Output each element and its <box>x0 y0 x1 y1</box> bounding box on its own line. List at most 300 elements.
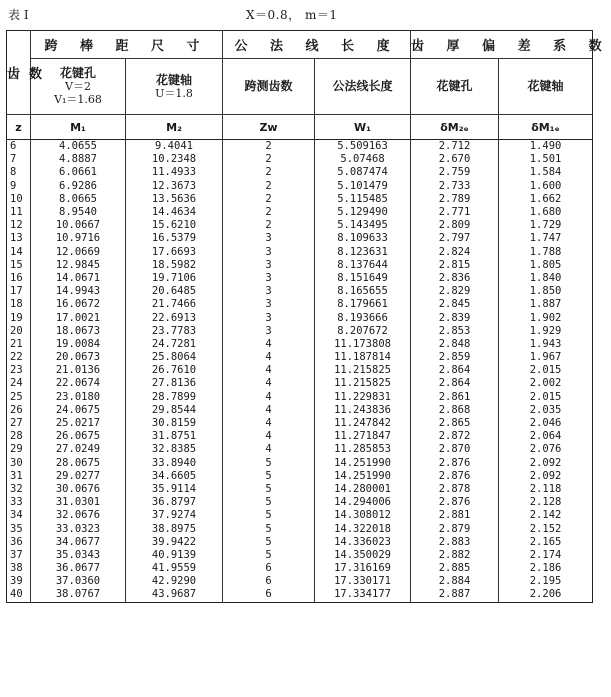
cell-normal-length: 11.229831 <box>315 391 411 404</box>
cell-dev-hub: 2.870 <box>411 443 499 456</box>
cell-hub-span: 4.8887 <box>31 153 126 166</box>
cell-normal-length: 11.215825 <box>315 364 411 377</box>
cell-span-teeth: 3 <box>223 246 315 259</box>
cell-normal-length: 11.215825 <box>315 377 411 390</box>
cell-teeth: 26 <box>7 404 31 417</box>
cell-span-teeth: 5 <box>223 496 315 509</box>
cell-dev-hub: 2.771 <box>411 206 499 219</box>
cell-dev-shaft: 1.490 <box>499 140 593 154</box>
cell-teeth: 34 <box>7 509 31 522</box>
cell-dev-shaft: 2.174 <box>499 549 593 562</box>
cell-dev-shaft: 1.747 <box>499 232 593 245</box>
table-row <box>7 391 593 404</box>
table-row <box>7 483 593 496</box>
cell-span-teeth: 6 <box>223 575 315 588</box>
table-row <box>7 443 593 456</box>
table-row <box>7 509 593 522</box>
header-span-teeth: 跨测齿数 <box>223 59 315 115</box>
cell-teeth: 38 <box>7 562 31 575</box>
cell-dev-hub: 2.882 <box>411 549 499 562</box>
cell-span-teeth: 3 <box>223 259 315 272</box>
cell-hub-span: 4.0655 <box>31 140 126 154</box>
header-group-span: 跨 棒 距 尺 寸 <box>31 31 223 59</box>
cell-dev-hub: 2.759 <box>411 166 499 179</box>
header-dev-hub: 花键孔 <box>411 59 499 115</box>
table-row <box>7 259 593 272</box>
table-row <box>7 457 593 470</box>
cell-normal-length: 8.123631 <box>315 246 411 259</box>
cell-normal-length: 11.271847 <box>315 430 411 443</box>
cell-span-teeth: 5 <box>223 549 315 562</box>
header-shaft <box>126 59 223 115</box>
cell-hub-span: 36.0677 <box>31 562 126 575</box>
cell-span-teeth: 3 <box>223 272 315 285</box>
cell-dev-shaft: 2.206 <box>499 588 593 602</box>
cell-normal-length: 5.101479 <box>315 180 411 193</box>
cell-dev-hub: 2.876 <box>411 470 499 483</box>
cell-dev-hub: 2.883 <box>411 536 499 549</box>
cell-hub-span: 25.0217 <box>31 417 126 430</box>
cell-normal-length: 5.07468 <box>315 153 411 166</box>
cell-hub-span: 16.0672 <box>31 298 126 311</box>
table-row <box>7 272 593 285</box>
cell-teeth: 25 <box>7 391 31 404</box>
cell-teeth: 30 <box>7 457 31 470</box>
header-z: 齿数 <box>7 31 31 115</box>
cell-hub-span: 30.0676 <box>31 483 126 496</box>
cell-shaft-span: 26.7610 <box>126 364 223 377</box>
cell-normal-length: 8.165655 <box>315 285 411 298</box>
cell-normal-length: 8.109633 <box>315 232 411 245</box>
cell-shaft-span: 17.6693 <box>126 246 223 259</box>
cell-dev-shaft: 2.092 <box>499 457 593 470</box>
cell-span-teeth: 2 <box>223 180 315 193</box>
cell-normal-length: 17.330171 <box>315 575 411 588</box>
cell-teeth: 21 <box>7 338 31 351</box>
cell-normal-length: 17.334177 <box>315 588 411 602</box>
cell-shaft-span: 34.6605 <box>126 470 223 483</box>
cell-shaft-span: 41.9559 <box>126 562 223 575</box>
cell-teeth: 29 <box>7 443 31 456</box>
cell-teeth: 18 <box>7 298 31 311</box>
cell-teeth: 19 <box>7 311 31 324</box>
cell-shaft-span: 30.8159 <box>126 417 223 430</box>
cell-dev-hub: 2.848 <box>411 338 499 351</box>
table-label: 表 I <box>8 8 29 22</box>
table-row <box>7 496 593 509</box>
cell-dev-hub: 2.797 <box>411 232 499 245</box>
table-row <box>7 588 593 602</box>
symbol-zw: Zw <box>223 115 315 140</box>
cell-teeth: 33 <box>7 496 31 509</box>
cell-normal-length: 11.243836 <box>315 404 411 417</box>
cell-dev-shaft: 1.662 <box>499 193 593 206</box>
cell-hub-span: 14.0671 <box>31 272 126 285</box>
table-body <box>7 140 593 603</box>
cell-shaft-span: 43.9687 <box>126 588 223 602</box>
cell-teeth: 24 <box>7 377 31 390</box>
cell-teeth: 13 <box>7 232 31 245</box>
table-row <box>7 180 593 193</box>
cell-dev-hub: 2.865 <box>411 417 499 430</box>
cell-dev-shaft: 1.729 <box>499 219 593 232</box>
table-row <box>7 219 593 232</box>
cell-dev-shaft: 1.584 <box>499 166 593 179</box>
cell-shaft-span: 19.7106 <box>126 272 223 285</box>
cell-normal-length: 14.350029 <box>315 549 411 562</box>
cell-hub-span: 28.0675 <box>31 457 126 470</box>
cell-shaft-span: 40.9139 <box>126 549 223 562</box>
cell-normal-length: 11.247842 <box>315 417 411 430</box>
cell-hub-span: 18.0673 <box>31 325 126 338</box>
cell-shaft-span: 23.7783 <box>126 325 223 338</box>
table-row <box>7 430 593 443</box>
cell-shaft-span: 11.4933 <box>126 166 223 179</box>
cell-dev-hub: 2.878 <box>411 483 499 496</box>
cell-shaft-span: 24.7281 <box>126 338 223 351</box>
cell-hub-span: 38.0767 <box>31 588 126 602</box>
cell-dev-shaft: 1.943 <box>499 338 593 351</box>
cell-span-teeth: 6 <box>223 588 315 602</box>
header-shaft-u: U＝1.8 <box>155 86 193 100</box>
cell-dev-hub: 2.839 <box>411 311 499 324</box>
cell-teeth: 28 <box>7 430 31 443</box>
cell-dev-shaft: 2.076 <box>499 443 593 456</box>
table-row <box>7 298 593 311</box>
cell-dev-hub: 2.859 <box>411 351 499 364</box>
cell-dev-shaft: 1.788 <box>499 246 593 259</box>
cell-hub-span: 17.0021 <box>31 311 126 324</box>
cell-teeth: 37 <box>7 549 31 562</box>
cell-span-teeth: 5 <box>223 457 315 470</box>
cell-dev-hub: 2.815 <box>411 259 499 272</box>
symbol-m1: M₁ <box>31 115 126 140</box>
cell-hub-span: 6.9286 <box>31 180 126 193</box>
cell-normal-length: 8.193666 <box>315 311 411 324</box>
cell-normal-length: 14.322018 <box>315 522 411 535</box>
cell-teeth: 27 <box>7 417 31 430</box>
cell-teeth: 36 <box>7 536 31 549</box>
cell-shaft-span: 35.9114 <box>126 483 223 496</box>
cell-hub-span: 32.0676 <box>31 509 126 522</box>
cell-normal-length: 11.285853 <box>315 443 411 456</box>
cell-hub-span: 31.0301 <box>31 496 126 509</box>
cell-span-teeth: 5 <box>223 536 315 549</box>
table-params: X＝0.8， m＝1 <box>246 8 338 22</box>
table-row <box>7 575 593 588</box>
cell-span-teeth: 4 <box>223 430 315 443</box>
table-row <box>7 232 593 245</box>
cell-shaft-span: 28.7899 <box>126 391 223 404</box>
cell-dev-shaft: 2.165 <box>499 536 593 549</box>
table-row <box>7 166 593 179</box>
cell-dev-shaft: 1.501 <box>499 153 593 166</box>
cell-span-teeth: 3 <box>223 298 315 311</box>
table-row <box>7 338 593 351</box>
cell-teeth: 8 <box>7 166 31 179</box>
cell-span-teeth: 3 <box>223 325 315 338</box>
cell-hub-span: 6.0661 <box>31 166 126 179</box>
cell-normal-length: 5.509163 <box>315 140 411 154</box>
cell-dev-hub: 2.879 <box>411 522 499 535</box>
cell-hub-span: 24.0675 <box>31 404 126 417</box>
cell-hub-span: 33.0323 <box>31 522 126 535</box>
cell-dev-shaft: 2.064 <box>499 430 593 443</box>
cell-normal-length: 14.294006 <box>315 496 411 509</box>
cell-hub-span: 35.0343 <box>31 549 126 562</box>
cell-normal-length: 8.207672 <box>315 325 411 338</box>
header-group-normal: 公 法 线 长 度 <box>223 31 411 59</box>
cell-dev-shaft: 1.929 <box>499 325 593 338</box>
cell-hub-span: 12.9845 <box>31 259 126 272</box>
table-row <box>7 325 593 338</box>
cell-span-teeth: 6 <box>223 562 315 575</box>
cell-teeth: 20 <box>7 325 31 338</box>
cell-span-teeth: 4 <box>223 443 315 456</box>
cell-dev-hub: 2.670 <box>411 153 499 166</box>
header-row-columns <box>7 59 593 115</box>
cell-hub-span: 19.0084 <box>31 338 126 351</box>
cell-dev-shaft: 2.186 <box>499 562 593 575</box>
cell-dev-hub: 2.861 <box>411 391 499 404</box>
cell-dev-shaft: 1.680 <box>499 206 593 219</box>
cell-dev-shaft: 2.118 <box>499 483 593 496</box>
header-row-groups <box>7 31 593 59</box>
cell-teeth: 31 <box>7 470 31 483</box>
cell-span-teeth: 4 <box>223 351 315 364</box>
cell-dev-hub: 2.885 <box>411 562 499 575</box>
cell-normal-length: 14.251990 <box>315 457 411 470</box>
cell-span-teeth: 4 <box>223 377 315 390</box>
header-row-symbols <box>7 115 593 140</box>
cell-hub-span: 34.0677 <box>31 536 126 549</box>
table-row <box>7 246 593 259</box>
header-hub-v1: V₁＝1.68 <box>54 93 102 106</box>
cell-normal-length: 5.115485 <box>315 193 411 206</box>
cell-shaft-span: 18.5982 <box>126 259 223 272</box>
cell-dev-hub: 2.845 <box>411 298 499 311</box>
cell-dev-hub: 2.829 <box>411 285 499 298</box>
cell-normal-length: 11.173808 <box>315 338 411 351</box>
cell-dev-hub: 2.853 <box>411 325 499 338</box>
table-row <box>7 311 593 324</box>
cell-dev-shaft: 2.046 <box>499 417 593 430</box>
cell-span-teeth: 2 <box>223 166 315 179</box>
cell-dev-shaft: 1.887 <box>499 298 593 311</box>
cell-dev-hub: 2.876 <box>411 496 499 509</box>
cell-span-teeth: 4 <box>223 338 315 351</box>
cell-span-teeth: 3 <box>223 285 315 298</box>
cell-dev-shaft: 2.152 <box>499 522 593 535</box>
cell-dev-shaft: 1.850 <box>499 285 593 298</box>
cell-hub-span: 10.0667 <box>31 219 126 232</box>
spline-measurement-table <box>6 30 611 603</box>
cell-hub-span: 14.9943 <box>31 285 126 298</box>
cell-shaft-span: 21.7466 <box>126 298 223 311</box>
cell-dev-hub: 2.868 <box>411 404 499 417</box>
cell-normal-length: 14.251990 <box>315 470 411 483</box>
cell-normal-length: 5.129490 <box>315 206 411 219</box>
cell-dev-shaft: 2.128 <box>499 496 593 509</box>
cell-shaft-span: 36.8797 <box>126 496 223 509</box>
header-hub-label: 花键孔 <box>59 66 96 80</box>
cell-dev-shaft: 1.805 <box>499 259 593 272</box>
cell-span-teeth: 4 <box>223 391 315 404</box>
cell-dev-hub: 2.836 <box>411 272 499 285</box>
cell-teeth: 39 <box>7 575 31 588</box>
cell-span-teeth: 2 <box>223 140 315 154</box>
cell-normal-length: 8.151649 <box>315 272 411 285</box>
cell-shaft-span: 27.8136 <box>126 377 223 390</box>
cell-teeth: 17 <box>7 285 31 298</box>
cell-teeth: 32 <box>7 483 31 496</box>
header-group-deviation: 齿 厚 偏 差 系 数 <box>411 31 593 59</box>
cell-teeth: 12 <box>7 219 31 232</box>
cell-dev-shaft: 2.015 <box>499 391 593 404</box>
cell-dev-shaft: 1.902 <box>499 311 593 324</box>
cell-normal-length: 5.143495 <box>315 219 411 232</box>
table-row <box>7 536 593 549</box>
cell-normal-length: 17.316169 <box>315 562 411 575</box>
cell-dev-hub: 2.884 <box>411 575 499 588</box>
cell-dev-hub: 2.712 <box>411 140 499 154</box>
cell-teeth: 15 <box>7 259 31 272</box>
cell-hub-span: 26.0675 <box>31 430 126 443</box>
cell-shaft-span: 14.4634 <box>126 206 223 219</box>
table-row <box>7 417 593 430</box>
cell-span-teeth: 3 <box>223 232 315 245</box>
cell-span-teeth: 2 <box>223 206 315 219</box>
cell-span-teeth: 5 <box>223 522 315 535</box>
cell-teeth: 23 <box>7 364 31 377</box>
cell-shaft-span: 9.4041 <box>126 140 223 154</box>
cell-shaft-span: 32.8385 <box>126 443 223 456</box>
cell-dev-shaft: 2.092 <box>499 470 593 483</box>
cell-dev-shaft: 1.840 <box>499 272 593 285</box>
cell-normal-length: 5.087474 <box>315 166 411 179</box>
cell-span-teeth: 3 <box>223 311 315 324</box>
cell-hub-span: 22.0674 <box>31 377 126 390</box>
cell-shaft-span: 25.8064 <box>126 351 223 364</box>
symbol-z: z <box>7 115 31 140</box>
cell-shaft-span: 12.3673 <box>126 180 223 193</box>
cell-shaft-span: 15.6210 <box>126 219 223 232</box>
cell-dev-shaft: 2.142 <box>499 509 593 522</box>
cell-shaft-span: 16.5379 <box>126 232 223 245</box>
symbol-dm2: δM₂ₑ <box>411 115 499 140</box>
cell-dev-hub: 2.887 <box>411 588 499 602</box>
cell-dev-hub: 2.824 <box>411 246 499 259</box>
cell-normal-length: 11.187814 <box>315 351 411 364</box>
table-caption <box>0 0 600 26</box>
cell-hub-span: 23.0180 <box>31 391 126 404</box>
cell-dev-hub: 2.881 <box>411 509 499 522</box>
cell-hub-span: 27.0249 <box>31 443 126 456</box>
cell-shaft-span: 22.6913 <box>126 311 223 324</box>
symbol-m2: M₂ <box>126 115 223 140</box>
cell-span-teeth: 5 <box>223 483 315 496</box>
cell-dev-shaft: 2.002 <box>499 377 593 390</box>
cell-span-teeth: 2 <box>223 193 315 206</box>
cell-teeth: 9 <box>7 180 31 193</box>
cell-normal-length: 14.280001 <box>315 483 411 496</box>
table-row <box>7 193 593 206</box>
cell-dev-hub: 2.876 <box>411 457 499 470</box>
table-row <box>7 206 593 219</box>
header-dev-shaft: 花键轴 <box>499 59 593 115</box>
cell-teeth: 7 <box>7 153 31 166</box>
table-row <box>7 404 593 417</box>
header-normal-length: 公法线长度 <box>315 59 411 115</box>
cell-dev-hub: 2.872 <box>411 430 499 443</box>
cell-hub-span: 8.0665 <box>31 193 126 206</box>
cell-dev-shaft: 1.967 <box>499 351 593 364</box>
cell-teeth: 16 <box>7 272 31 285</box>
cell-dev-hub: 2.864 <box>411 377 499 390</box>
header-shaft-label: 花键轴 <box>156 72 193 87</box>
cell-shaft-span: 38.8975 <box>126 522 223 535</box>
cell-teeth: 35 <box>7 522 31 535</box>
cell-dev-hub: 2.809 <box>411 219 499 232</box>
cell-teeth: 40 <box>7 588 31 602</box>
cell-dev-shaft: 2.035 <box>499 404 593 417</box>
cell-hub-span: 12.0669 <box>31 246 126 259</box>
cell-dev-shaft: 2.015 <box>499 364 593 377</box>
cell-normal-length: 14.308012 <box>315 509 411 522</box>
table-row <box>7 562 593 575</box>
cell-normal-length: 14.336023 <box>315 536 411 549</box>
table-row <box>7 377 593 390</box>
cell-dev-hub: 2.789 <box>411 193 499 206</box>
cell-shaft-span: 31.8751 <box>126 430 223 443</box>
cell-span-teeth: 2 <box>223 219 315 232</box>
cell-shaft-span: 13.5636 <box>126 193 223 206</box>
cell-teeth: 6 <box>7 140 31 154</box>
cell-dev-shaft: 2.195 <box>499 575 593 588</box>
cell-span-teeth: 5 <box>223 470 315 483</box>
cell-normal-length: 8.179661 <box>315 298 411 311</box>
cell-dev-hub: 2.864 <box>411 364 499 377</box>
cell-hub-span: 8.9540 <box>31 206 126 219</box>
cell-dev-hub: 2.733 <box>411 180 499 193</box>
table-row <box>7 351 593 364</box>
header-hub-v: V＝2 <box>65 80 91 93</box>
cell-dev-shaft: 1.600 <box>499 180 593 193</box>
cell-teeth: 22 <box>7 351 31 364</box>
cell-span-teeth: 4 <box>223 417 315 430</box>
cell-hub-span: 10.9716 <box>31 232 126 245</box>
table-row <box>7 470 593 483</box>
cell-normal-length: 8.137644 <box>315 259 411 272</box>
symbol-w1: W₁ <box>315 115 411 140</box>
cell-shaft-span: 33.8940 <box>126 457 223 470</box>
cell-teeth: 11 <box>7 206 31 219</box>
table-row <box>7 549 593 562</box>
cell-hub-span: 29.0277 <box>31 470 126 483</box>
table-row <box>7 285 593 298</box>
table-row <box>7 153 593 166</box>
cell-shaft-span: 39.9422 <box>126 536 223 549</box>
cell-hub-span: 37.0360 <box>31 575 126 588</box>
cell-hub-span: 20.0673 <box>31 351 126 364</box>
table-row <box>7 522 593 535</box>
cell-shaft-span: 37.9274 <box>126 509 223 522</box>
symbol-dm1: δM₁ₑ <box>499 115 593 140</box>
cell-shaft-span: 10.2348 <box>126 153 223 166</box>
cell-shaft-span: 29.8544 <box>126 404 223 417</box>
cell-span-teeth: 5 <box>223 509 315 522</box>
table-row <box>7 364 593 377</box>
